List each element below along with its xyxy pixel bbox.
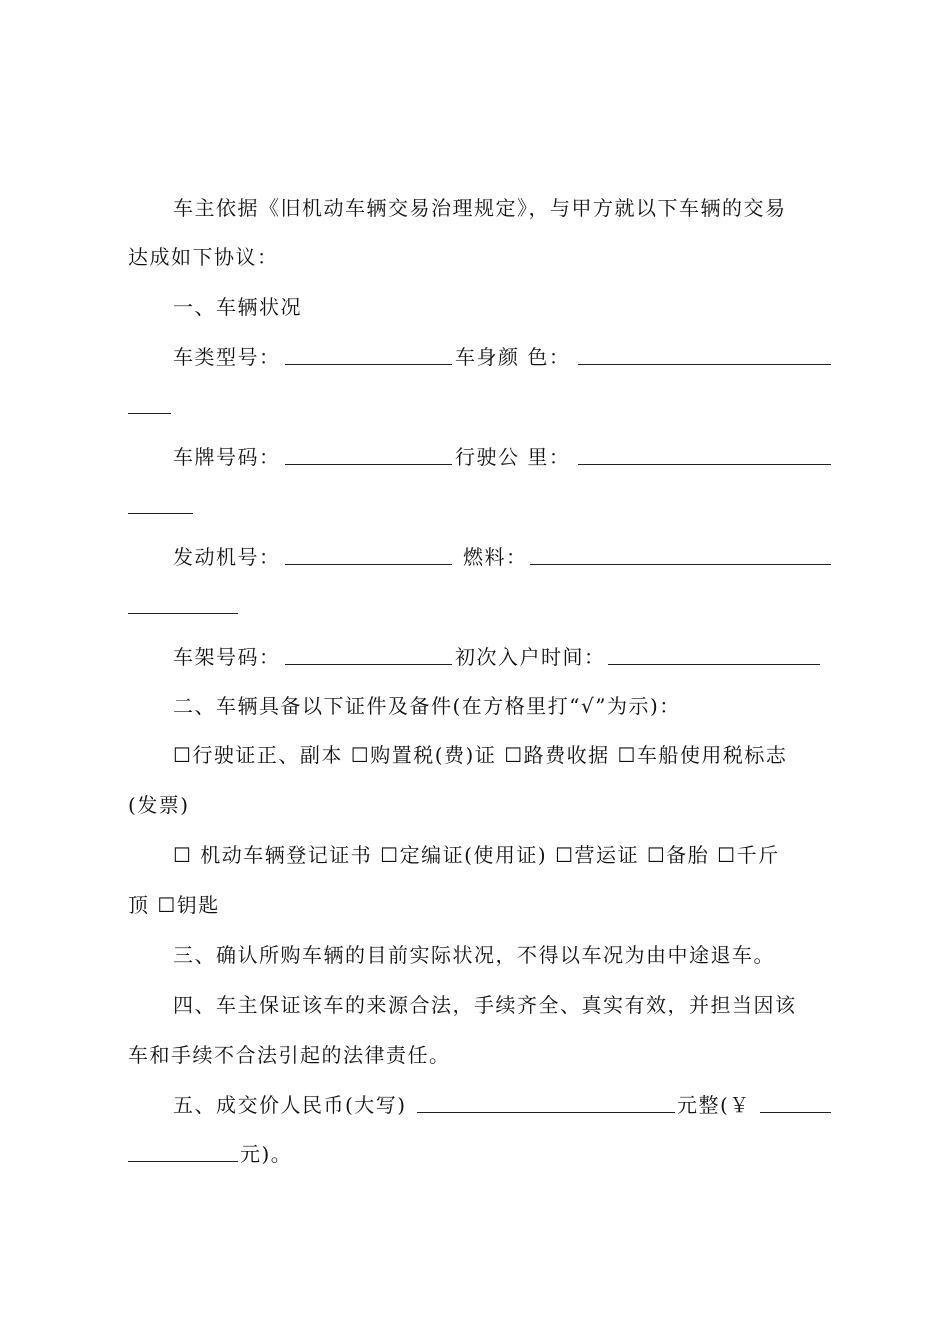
section2-title: 二、车辆具备以下证件及备件(在方格里打“√”为示)： xyxy=(173,694,681,718)
checkbox-license[interactable]: ☐ xyxy=(173,743,193,767)
price-words-blank[interactable] xyxy=(417,1112,675,1113)
plate-label: 车牌号码： xyxy=(173,445,281,469)
label-purchase-tax: 购置税(费)证 xyxy=(370,743,497,767)
checkbox-purchase-tax[interactable]: ☐ xyxy=(350,743,371,767)
section1-title: 一、车辆状况 xyxy=(173,295,302,319)
body-color-blank[interactable] xyxy=(578,364,831,365)
label-vessel-tax: 车船使用税标志 xyxy=(636,743,788,767)
checkbox-keys[interactable]: ☐ xyxy=(157,893,177,917)
checkbox-vessel-tax[interactable]: ☐ xyxy=(617,743,637,767)
label-toll-receipt: 路费收据 xyxy=(523,743,610,767)
checkbox-spare-tire[interactable]: ☐ xyxy=(646,843,667,867)
label-capacity: 定编证(使用证) xyxy=(399,843,548,867)
checklist-row-3 xyxy=(128,893,220,917)
fuel-blank-cont[interactable] xyxy=(128,613,238,614)
plate-blank[interactable] xyxy=(285,464,452,465)
checkbox-registration[interactable]: ☐ xyxy=(173,843,193,867)
label-keys: 钥匙 xyxy=(176,893,220,917)
frame-label: 车架号码： xyxy=(173,645,281,669)
price-number-blank[interactable] xyxy=(760,1112,831,1113)
body-color-blank-cont[interactable] xyxy=(128,413,171,414)
label-spare-tire: 备胎 xyxy=(666,843,710,867)
checkbox-operation[interactable]: ☐ xyxy=(555,843,575,867)
label-registration: 机动车辆登记证书 xyxy=(200,843,373,867)
mileage-blank-cont[interactable] xyxy=(128,513,193,514)
first-register-blank[interactable] xyxy=(608,664,820,665)
checkbox-jack[interactable]: ☐ xyxy=(717,843,737,867)
label-jack: 千斤 xyxy=(736,843,780,867)
frame-blank[interactable] xyxy=(285,664,452,665)
intro-line-1: 车主依据《旧机动车辆交易治理规定》，与甲方就以下车辆的交易 xyxy=(173,196,787,220)
price-number-blank-cont[interactable] xyxy=(128,1161,238,1162)
section4-line-2: 车和手续不合法引起的法律责任。 xyxy=(128,1043,451,1067)
engine-label: 发动机号： xyxy=(173,545,281,569)
intro-line-2: 达成如下协议： xyxy=(128,245,279,269)
vehicle-model-blank[interactable] xyxy=(285,364,452,365)
engine-blank[interactable] xyxy=(285,564,452,565)
price-prefix: 五、成交价人民币(大写) xyxy=(173,1093,407,1117)
price-yuan-zheng: 元整(￥ xyxy=(677,1093,751,1117)
fuel-blank[interactable] xyxy=(530,564,831,565)
checkbox-toll-receipt[interactable]: ☐ xyxy=(504,743,524,767)
checklist-row-1 xyxy=(173,743,787,767)
section4-line-1: 四、车主保证该车的来源合法，手续齐全、真实有效，并担当因该 xyxy=(173,993,797,1017)
checklist-row-2 xyxy=(173,843,780,867)
price-suffix: 元)。 xyxy=(240,1142,293,1166)
mileage-blank[interactable] xyxy=(578,464,831,465)
vehicle-model-label: 车类型号： xyxy=(173,345,281,369)
mileage-label: 行驶公 里： xyxy=(455,445,571,469)
fuel-label: 燃料： xyxy=(463,545,528,569)
checklist-row-1-cont: (发票) xyxy=(128,793,190,817)
label-license: 行驶证正、副本 xyxy=(192,743,343,767)
body-color-label: 车身颜 色： xyxy=(455,345,571,369)
label-operation: 营运证 xyxy=(574,843,639,867)
label-jack-cont: 顶 xyxy=(128,893,150,917)
section3-text: 三、确认所购车辆的目前实际状况，不得以车况为由中途退车。 xyxy=(173,943,775,967)
first-register-label: 初次入户时间： xyxy=(455,645,606,669)
checkbox-capacity[interactable]: ☐ xyxy=(380,843,400,867)
